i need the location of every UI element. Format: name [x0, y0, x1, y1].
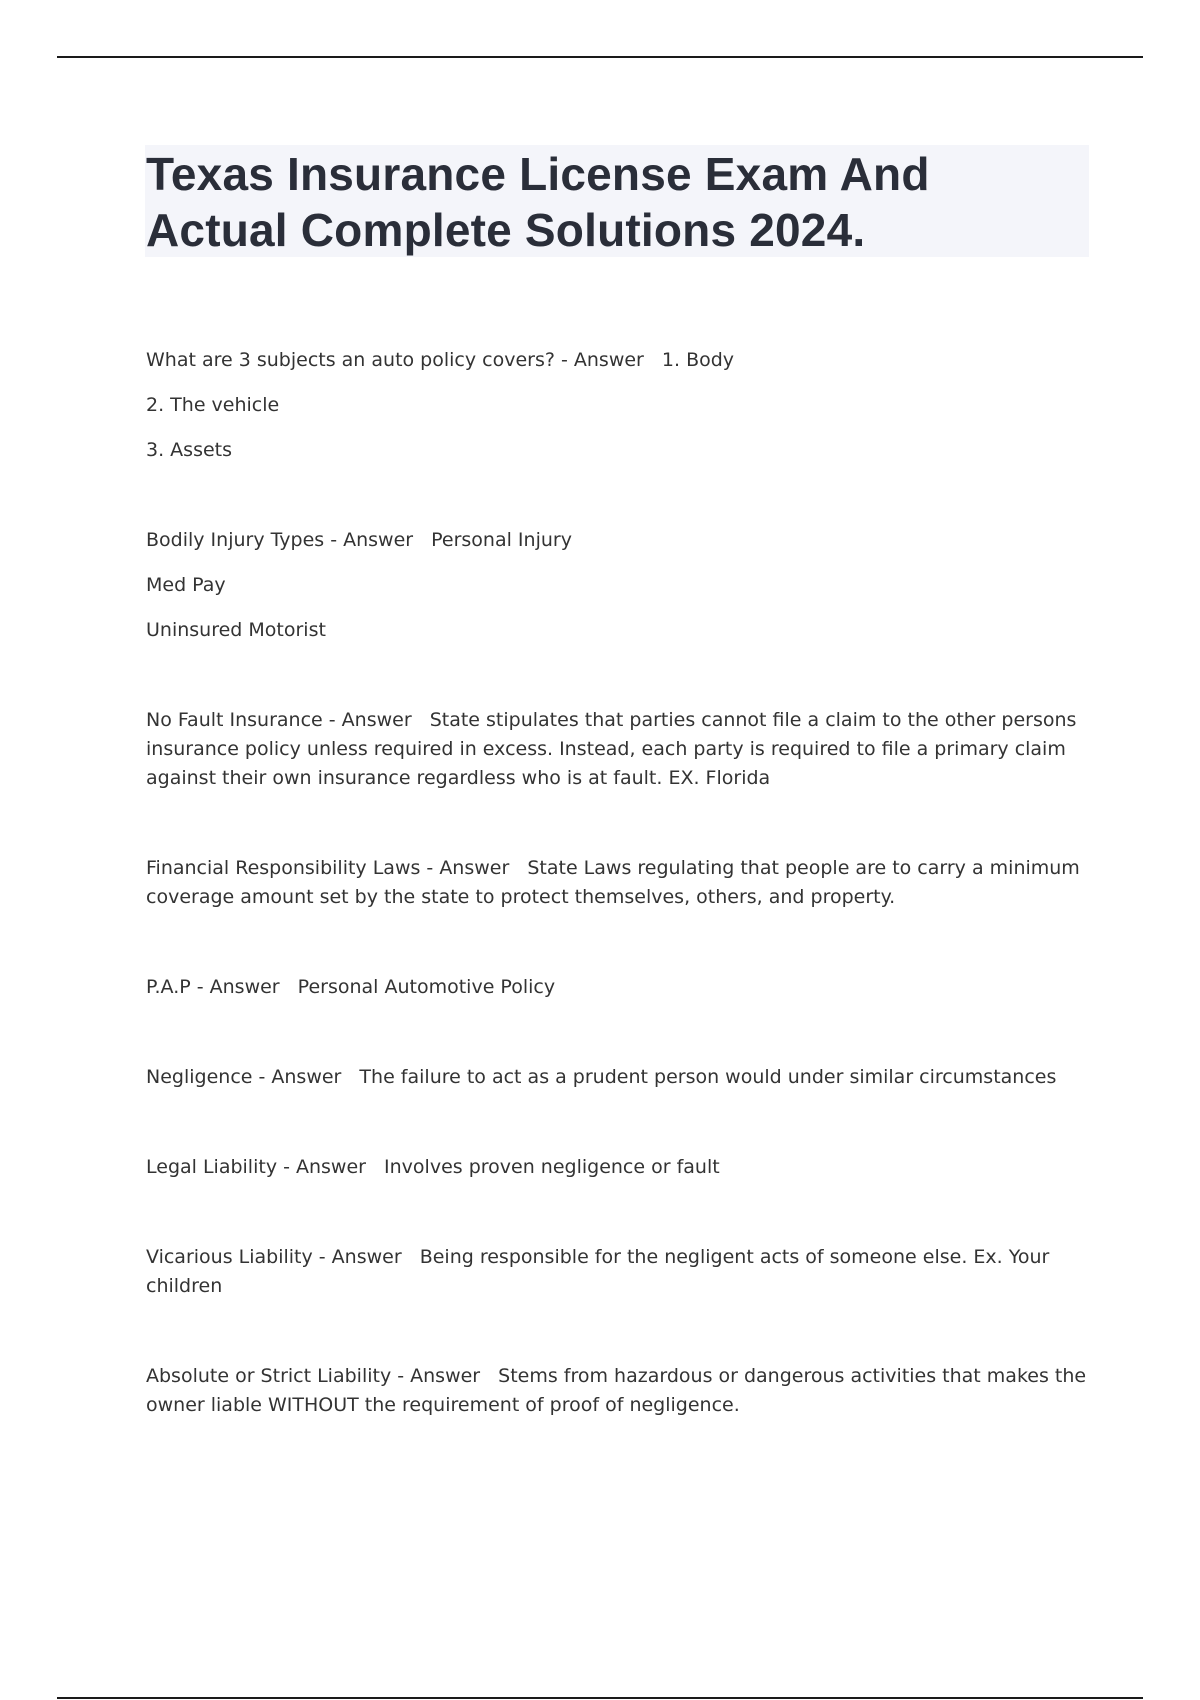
qa-question — [146, 1063, 1096, 1092]
qa-term: Bodily Injury Types - Answer — [146, 529, 414, 551]
qa-question — [146, 973, 1096, 1002]
qa-question — [146, 854, 1096, 912]
qa-item — [146, 526, 1096, 645]
qa-item — [146, 1362, 1096, 1420]
qa-term: P.A.P - Answer — [146, 976, 280, 998]
qa-answer: Personal Injury — [431, 529, 572, 551]
qa-term: Absolute or Strict Liability - Answer — [146, 1365, 481, 1387]
bottom-divider — [57, 1697, 1143, 1699]
qa-answer: 1. Body — [661, 349, 735, 371]
qa-item — [146, 1063, 1096, 1092]
qa-answer-line: 3. Assets — [146, 439, 233, 461]
qa-question — [146, 1153, 1096, 1182]
qa-answer-line: 2. The vehicle — [146, 394, 280, 416]
qa-term: Legal Liability - Answer — [146, 1156, 366, 1178]
qa-question — [146, 1243, 1096, 1301]
title-line-1: Texas Insurance License Exam And — [146, 148, 930, 200]
qa-question — [146, 706, 1096, 793]
top-divider — [57, 56, 1143, 58]
qa-answer-line: Uninsured Motorist — [146, 619, 326, 641]
qa-answer: Involves proven negligence or fault — [384, 1156, 720, 1178]
qa-item — [146, 1153, 1096, 1182]
qa-list — [146, 346, 1096, 1481]
qa-answer: Being responsible for the negligent acts of someone else. Ex. Your children — [146, 1246, 1050, 1297]
qa-answer: The failure to act as a prudent person would under similar circumstances — [359, 1066, 1057, 1088]
qa-item — [146, 706, 1096, 793]
qa-item — [146, 1243, 1096, 1301]
qa-answer-line: Med Pay — [146, 574, 226, 596]
qa-term: What are 3 subjects an auto policy covers? - Answer — [146, 349, 644, 371]
qa-question — [146, 346, 1096, 375]
qa-answer: State Laws regulating that people are to carry a minimum coverage amount set by the state to protect themselves, others, and property. — [146, 857, 1080, 908]
qa-question — [146, 1362, 1096, 1420]
document-title — [146, 146, 1066, 258]
qa-item — [146, 973, 1096, 1002]
qa-term: Vicarious Liability - Answer — [146, 1246, 402, 1268]
qa-answer: State stipulates that parties cannot file a claim to the other persons insurance policy unless required in excess. Instead, each party is required to file a primary claim against their own insurance regardless who is at fault. EX. Florida — [146, 709, 1077, 789]
qa-item — [146, 346, 1096, 465]
qa-answer: Personal Automotive Policy — [297, 976, 556, 998]
qa-question — [146, 526, 1096, 555]
qa-term: Financial Responsibility Laws - Answer — [146, 857, 510, 879]
qa-term: No Fault Insurance - Answer — [146, 709, 412, 731]
qa-term: Negligence - Answer — [146, 1066, 342, 1088]
qa-item — [146, 854, 1096, 912]
qa-answer: Stems from hazardous or dangerous activities that makes the owner liable WITHOUT the requirement of proof of negligence. — [146, 1365, 1087, 1416]
title-line-2: Actual Complete Solutions 2024. — [146, 204, 866, 256]
